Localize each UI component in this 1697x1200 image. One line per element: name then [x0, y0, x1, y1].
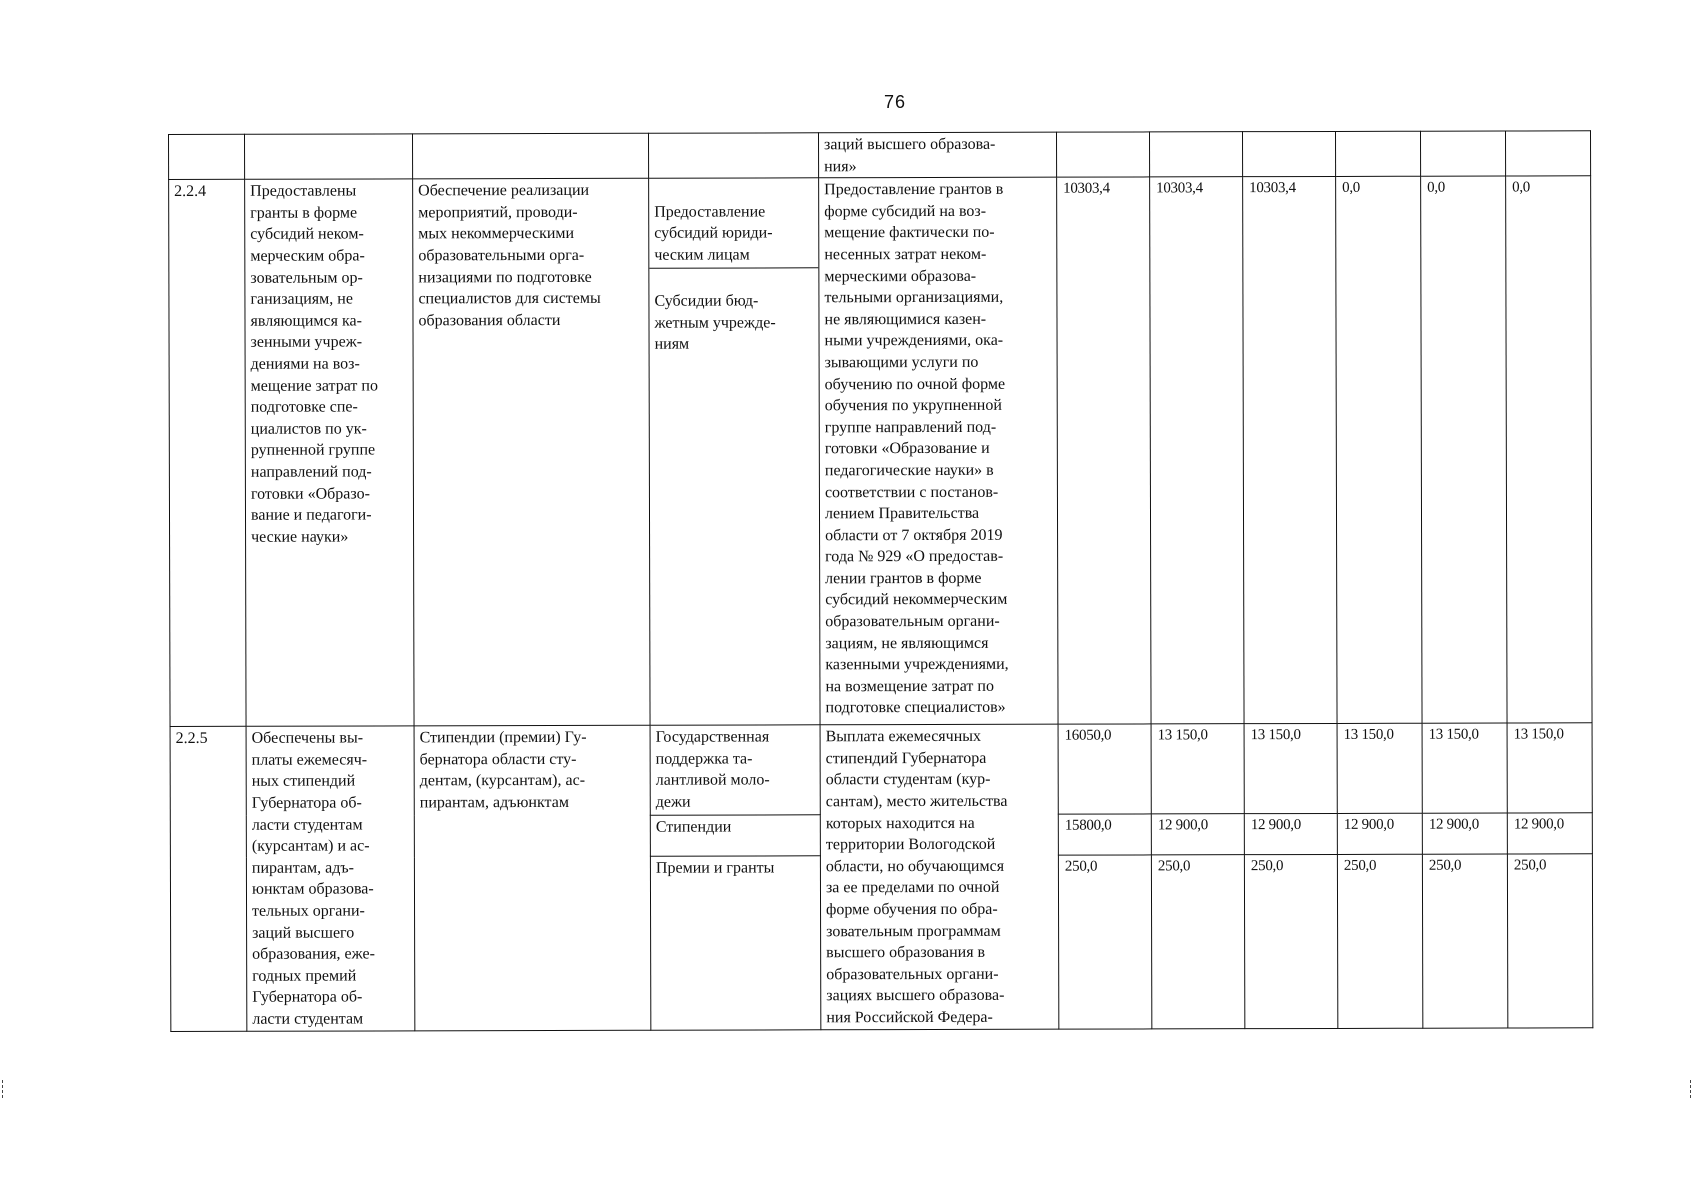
type-subsidy-legal: Предоставление субсидий юриди- ческим лицам: [649, 201, 818, 268]
cell-description: Выплата ежемесячных стипендий Губернатора области студентам (кур- сантам), место жительства которых находится на территории Вологодской области, но обучающимся за ее пределами по очной форме обучения по обра- зовательным программам высшего образования в образовательных органи- зациях высшего образова- ния Российской Федера-: [820, 724, 1059, 1029]
cell-value-prize: 250,0: [1507, 854, 1592, 1027]
cell-value: 10303,4: [1150, 177, 1244, 724]
cell-value: [1149, 132, 1242, 177]
cell-value: 0,0: [1506, 176, 1592, 723]
cell-value-total: 13 150,0: [1507, 723, 1592, 813]
cell-value-prize: 250,0: [1058, 855, 1151, 1028]
cell-value-stipend: 12 900,0: [1337, 813, 1422, 855]
cell-id: 2.2.5: [170, 726, 247, 1031]
cell-value-prize: 250,0: [1422, 854, 1507, 1027]
scan-edge-mark: [2, 1080, 9, 1098]
budget-table: [168, 130, 1593, 1031]
table-row-2-2-5: [170, 723, 1592, 816]
page-number: 76: [883, 92, 907, 112]
cell-value-stipend: 12 900,0: [1422, 813, 1507, 855]
cell-description: заций высшего образова- ния»: [818, 132, 1056, 178]
cell-value: [1505, 131, 1590, 176]
cell-type-prizes: Премии и гранты: [650, 856, 820, 1030]
type-subsidy-budget: Субсидии бюд- жетным учрежде- ниям: [654, 292, 776, 354]
cell-description: Предоставление грантов в форме субсидий на воз- мещение фактически по- несенных затрат неком- мерческими образова- тельными организациями, не являющимися казен- ными учреждениями, ока- зывающими услуги по обучению по очной форме обучения по укрупненной группе направлений под- готовки «Образование и педагогические науки» в соответствии с постанов- лением Правительства области от 7 октября 2019 года № 929 «О предостав- лении грантов в форме субсидий некоммерческим образовательным органи- зациям, не являющимся казенными учреждениями, на возмещение затрат по подготовке специалистов»: [819, 177, 1058, 725]
cell-value: [1420, 131, 1505, 176]
cell-value-total: 13 150,0: [1151, 724, 1244, 814]
cell-value-total: 16050,0: [1058, 724, 1151, 814]
cell-value-stipend: 12 900,0: [1244, 813, 1337, 855]
table-row-2-2-4: [169, 176, 1592, 727]
cell-type: [648, 133, 818, 179]
cell-value-stipend: 15800,0: [1058, 814, 1151, 856]
cell-type-stipends: Стипендии: [650, 815, 820, 857]
cell-value: [1056, 132, 1149, 177]
cell-value-prize: 250,0: [1244, 855, 1337, 1028]
cell-measure: [413, 133, 649, 179]
table-row-continuation: [169, 131, 1591, 180]
cell-value-total: 13 150,0: [1337, 723, 1422, 813]
cell-measure: Стипендии (премии) Гу- бернатора области сту- дентам, (курсантам), ас- пирантам, адъюнктам: [414, 725, 651, 1030]
cell-result: [245, 134, 413, 180]
cell-value: 0,0: [1336, 176, 1422, 723]
cell-value: 0,0: [1421, 176, 1507, 723]
cell-value-prize: 250,0: [1337, 854, 1422, 1027]
cell-value: [1335, 131, 1420, 176]
cell-value: 10303,4: [1243, 177, 1337, 724]
cell-value: 10303,4: [1057, 177, 1151, 724]
cell-result: Обеспечены вы- платы ежемесяч- ных стипендий Губернатора об- ласти студентам (курсантам) и ас- пирантам, адъ- юнктам образова- тельных органи- заций высшего образования, еже- годных премий Губернатора об- ласти студентам: [246, 726, 415, 1031]
cell-type-support: Государственная поддержка та- лантливой моло- дежи: [650, 725, 820, 815]
cell-value-total: 13 150,0: [1244, 724, 1337, 814]
scan-edge-mark: [1690, 1080, 1697, 1098]
cell-type: [649, 178, 820, 725]
cell-value-total: 13 150,0: [1422, 723, 1507, 813]
cell-value-stipend: 12 900,0: [1507, 812, 1592, 854]
cell-id: 2.2.4: [169, 179, 246, 726]
budget-table-sheet: [168, 130, 1593, 1031]
cell-measure: Обеспечение реализации мероприятий, проводи- мых некоммерческими образовательными орга- низациями по подготовке специалистов для системы образования области: [413, 178, 650, 726]
cell-id: [169, 134, 245, 179]
cell-value-stipend: 12 900,0: [1151, 813, 1244, 855]
cell-result: Предоставлены гранты в форме субсидий неком- мерческим обра- зовательным ор- ганизациям, не являющимся ка- зенными учреж- дениями на воз- мещение затрат по подготовке спе- циалистов по ук- рупненной группе направлений под- готовки «Образо- вание и педагоги- ческие науки»: [245, 179, 414, 726]
cell-value: [1242, 131, 1335, 176]
cell-value-prize: 250,0: [1151, 855, 1244, 1028]
